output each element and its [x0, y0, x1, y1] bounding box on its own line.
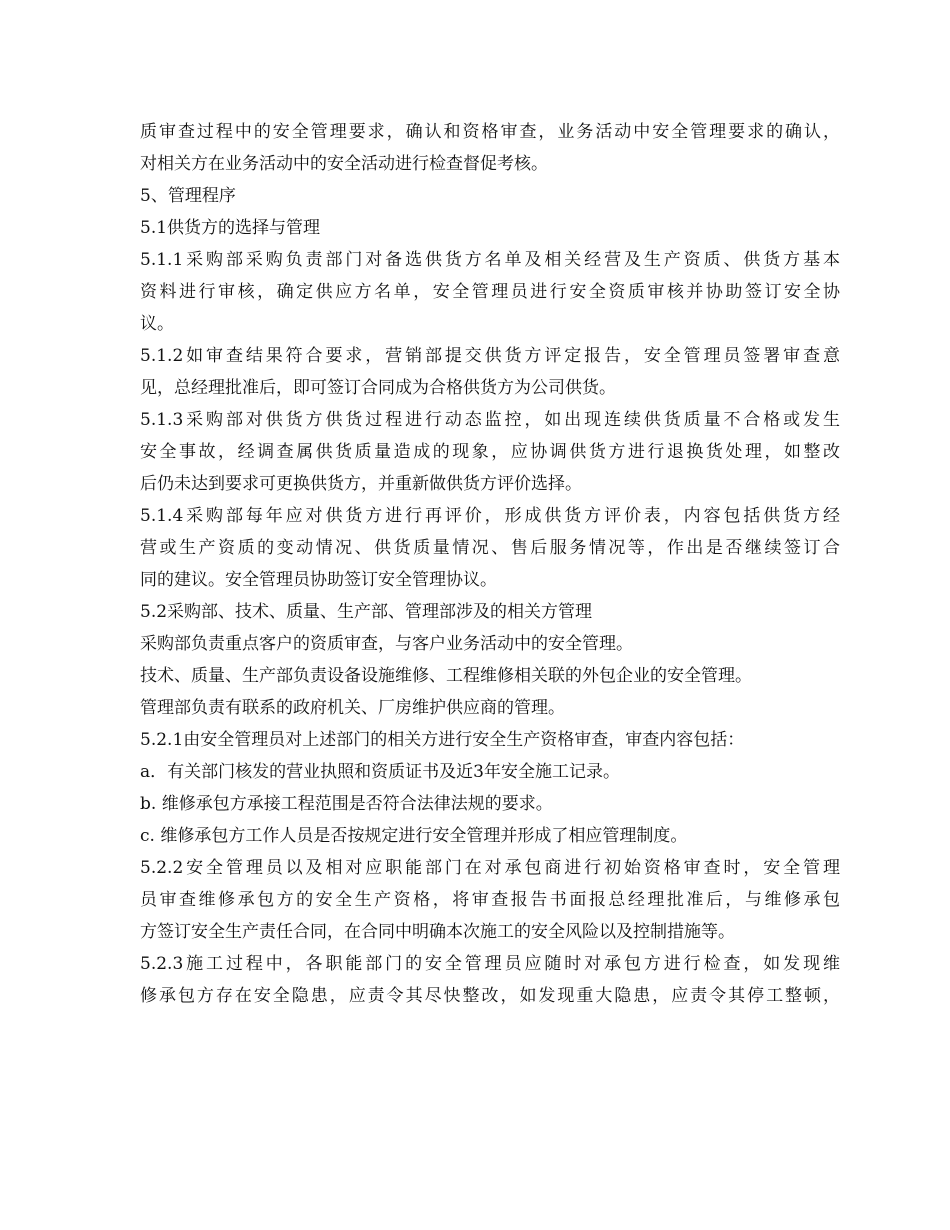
text-line: 5.2.1由安全管理员对上述部门的相关方进行安全生产资格审查，审查内容包括：: [140, 730, 745, 750]
text-line: 5、管理程序: [140, 186, 236, 206]
text-line: 后仍未达到要求可更换供货方，并重新做供货方评价选择。: [140, 474, 582, 494]
text-line: a．有关部门核发的营业执照和资质证书及近3年安全施工记录。: [140, 762, 620, 782]
text-line: 对相关方在业务活动中的安全活动进行检查督促考核。: [140, 154, 548, 174]
text-line: 5.2.2安全管理员以及相对应职能部门在对承包商进行初始资格审查时，安全管理: [140, 858, 840, 878]
text-line: 见，总经理批准后，即可签订合同成为合格供货方为公司供货。: [140, 378, 616, 398]
text-line: 同的建议。安全管理员协助签订安全管理协议。: [140, 570, 497, 590]
text-line: 议。: [140, 314, 174, 334]
text-line: 5.1.3采购部对供货方供货过程进行动态监控，如出现连续供货质量不合格或发生: [140, 410, 840, 430]
text-line: 营或生产资质的变动情况、供货质量情况、售后服务情况等，作出是否继续签订合: [140, 538, 840, 558]
text-line: 5.1供货方的选择与管理: [140, 218, 321, 238]
text-line: 5.1.2如审查结果符合要求，营销部提交供货方评定报告，安全管理员签署审查意: [140, 346, 840, 366]
text-line: 5.2采购部、技术、质量、生产部、管理部涉及的相关方管理: [140, 602, 593, 622]
text-line: 5.2.3施工过程中，各职能部门的安全管理员应随时对承包方进行检查，如发现维: [140, 954, 840, 974]
text-line: 技术、质量、生产部负责设备设施维修、工程维修相关联的外包企业的安全管理。: [140, 666, 752, 686]
text-line: 5.1.4采购部每年应对供货方进行再评价，形成供货方评价表，内容包括供货方经: [140, 506, 840, 526]
text-line: 员审查维修承包方的安全生产资格，将审查报告书面报总经理批准后，与维修承包: [140, 890, 840, 910]
document-body: [140, 116, 840, 1012]
text-line: 采购部负责重点客户的资质审查，与客户业务活动中的安全管理。: [140, 634, 633, 654]
text-line: 5.1.1采购部采购负责部门对备选供货方名单及相关经营及生产资质、供货方基本: [140, 250, 840, 270]
text-line: 质审查过程中的安全管理要求，确认和资格审查，业务活动中安全管理要求的确认，: [140, 122, 840, 142]
text-line: 安全事故，经调查属供货质量造成的现象，应协调供货方进行退换货处理，如整改: [140, 442, 840, 462]
text-line: 修承包方存在安全隐患，应责令其尽快整改，如发现重大隐患，应责令其停工整顿，: [140, 986, 840, 1006]
text-line: 方签订安全生产责任合同，在合同中明确本次施工的安全风险以及控制措施等。: [140, 922, 735, 942]
text-line: 管理部负责有联系的政府机关、厂房维护供应商的管理。: [140, 698, 565, 718]
text-line: 资料进行审核，确定供应方名单，安全管理员进行安全资质审核并协助签订安全协: [140, 282, 840, 302]
text-line: c. 维修承包方工作人员是否按规定进行安全管理并形成了相应管理制度。: [140, 826, 688, 846]
text-line: b. 维修承包方承接工程范围是否符合法律法规的要求。: [140, 794, 553, 814]
